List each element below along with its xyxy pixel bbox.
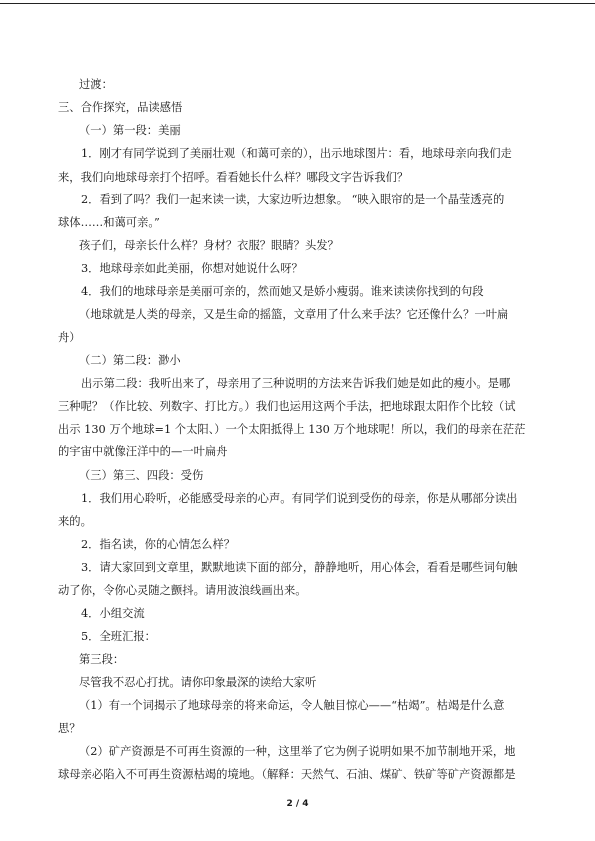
text-line: 5．全班汇报： (81, 630, 156, 643)
text-line: （地球就是人类的母亲，又是生命的摇篮，文章用了什么来手法？它还像什么？一叶扁 (79, 308, 509, 321)
text-line: 4．小组交流 (81, 607, 145, 620)
text-line: 球母亲必陷入不可再生资源枯竭的境地。（解释：天然气、石油、煤矿、铁矿等矿产资源都是 (58, 768, 516, 781)
text-line: 1．我们用心聆听，必能感受母亲的心声。有同学们说到受伤的母亲，你是从哪部分读出 (81, 492, 518, 505)
text-line: 动了你，令你心灵随之颤抖。请用波浪线画出来。 (58, 584, 307, 597)
text-line: 2．指名读，你的心情怎么样？ (81, 538, 236, 551)
text-line: （1）有一个词揭示了地球母亲的将来命运，令人触目惊心——“枯竭”。枯竭是什么意 (79, 699, 505, 712)
text-line: 出示 130 万个地球=1 个太阳、）一个太阳抵得上 130 万个地球呢！所以，我们的母亲在茫茫 (58, 423, 526, 436)
text-line: 思？ (58, 722, 81, 735)
text-line: 第三段： (79, 653, 125, 666)
text-line: 尽管我不忍心打扰。请你印象最深的读给大家听 (79, 676, 317, 689)
subsection-heading: （一）第一段：美丽 (79, 124, 181, 137)
header-rule (0, 3, 595, 4)
text-line: 孩子们，母亲长什么样？身材？衣服？眼睛？头发？ (79, 239, 339, 252)
text-line: 的宇宙中就像汪洋中的—一叶扁舟 (58, 445, 228, 458)
subsection-heading: （二）第二段：渺小 (79, 354, 181, 367)
text-line: 舟） (58, 331, 81, 344)
section-heading: 三、合作探究，品读感悟 (58, 101, 183, 114)
text-line: 过渡： (79, 78, 113, 91)
text-line: 4．我们的地球母亲是美丽可亲的，然而她又是娇小瘦弱。谁来读读你找到的句段 (81, 285, 484, 298)
text-line: 球体……和蔼可亲。” (58, 216, 160, 229)
text-line: 3．地球母亲如此美丽，你想对她说什么呀？ (81, 262, 303, 275)
text-line: 来，我们向地球母亲打个招呼。看看她长什么样？哪段文字告诉我们？ (58, 171, 409, 184)
text-line: 1．刚才有同学说到了美丽壮观（和蔼可亲的），出示地球图片：看，地球母亲向我们走 (81, 147, 512, 160)
text-line: 三种呢？（作比较、列数字、打比方。）我们也运用这两个手法，把地球跟太阳作个比较（试 (58, 400, 516, 413)
text-line: （2）矿产资源是不可再生资源的一种，这里举了它为例子说明如果不加节制地开采，地 (79, 745, 516, 758)
text-line: 3．请大家回到文章里，默默地读下面的部分，静静地听，用心体会，看看是哪些词句触 (81, 561, 518, 574)
text-line: 来的。 (58, 515, 92, 528)
subsection-heading: （三）第三、四段：受伤 (79, 469, 204, 482)
text-line: 2．看到了吗？我们一起来读一读，大家边听边想象。 “映入眼帘的是一个晶莹透亮的 (81, 193, 505, 206)
page-number: 2 / 4 (286, 799, 309, 809)
text-line: 出示第二段：我听出来了，母亲用了三种说明的方法来告诉我们她是如此的瘦小。是哪 (81, 377, 511, 390)
